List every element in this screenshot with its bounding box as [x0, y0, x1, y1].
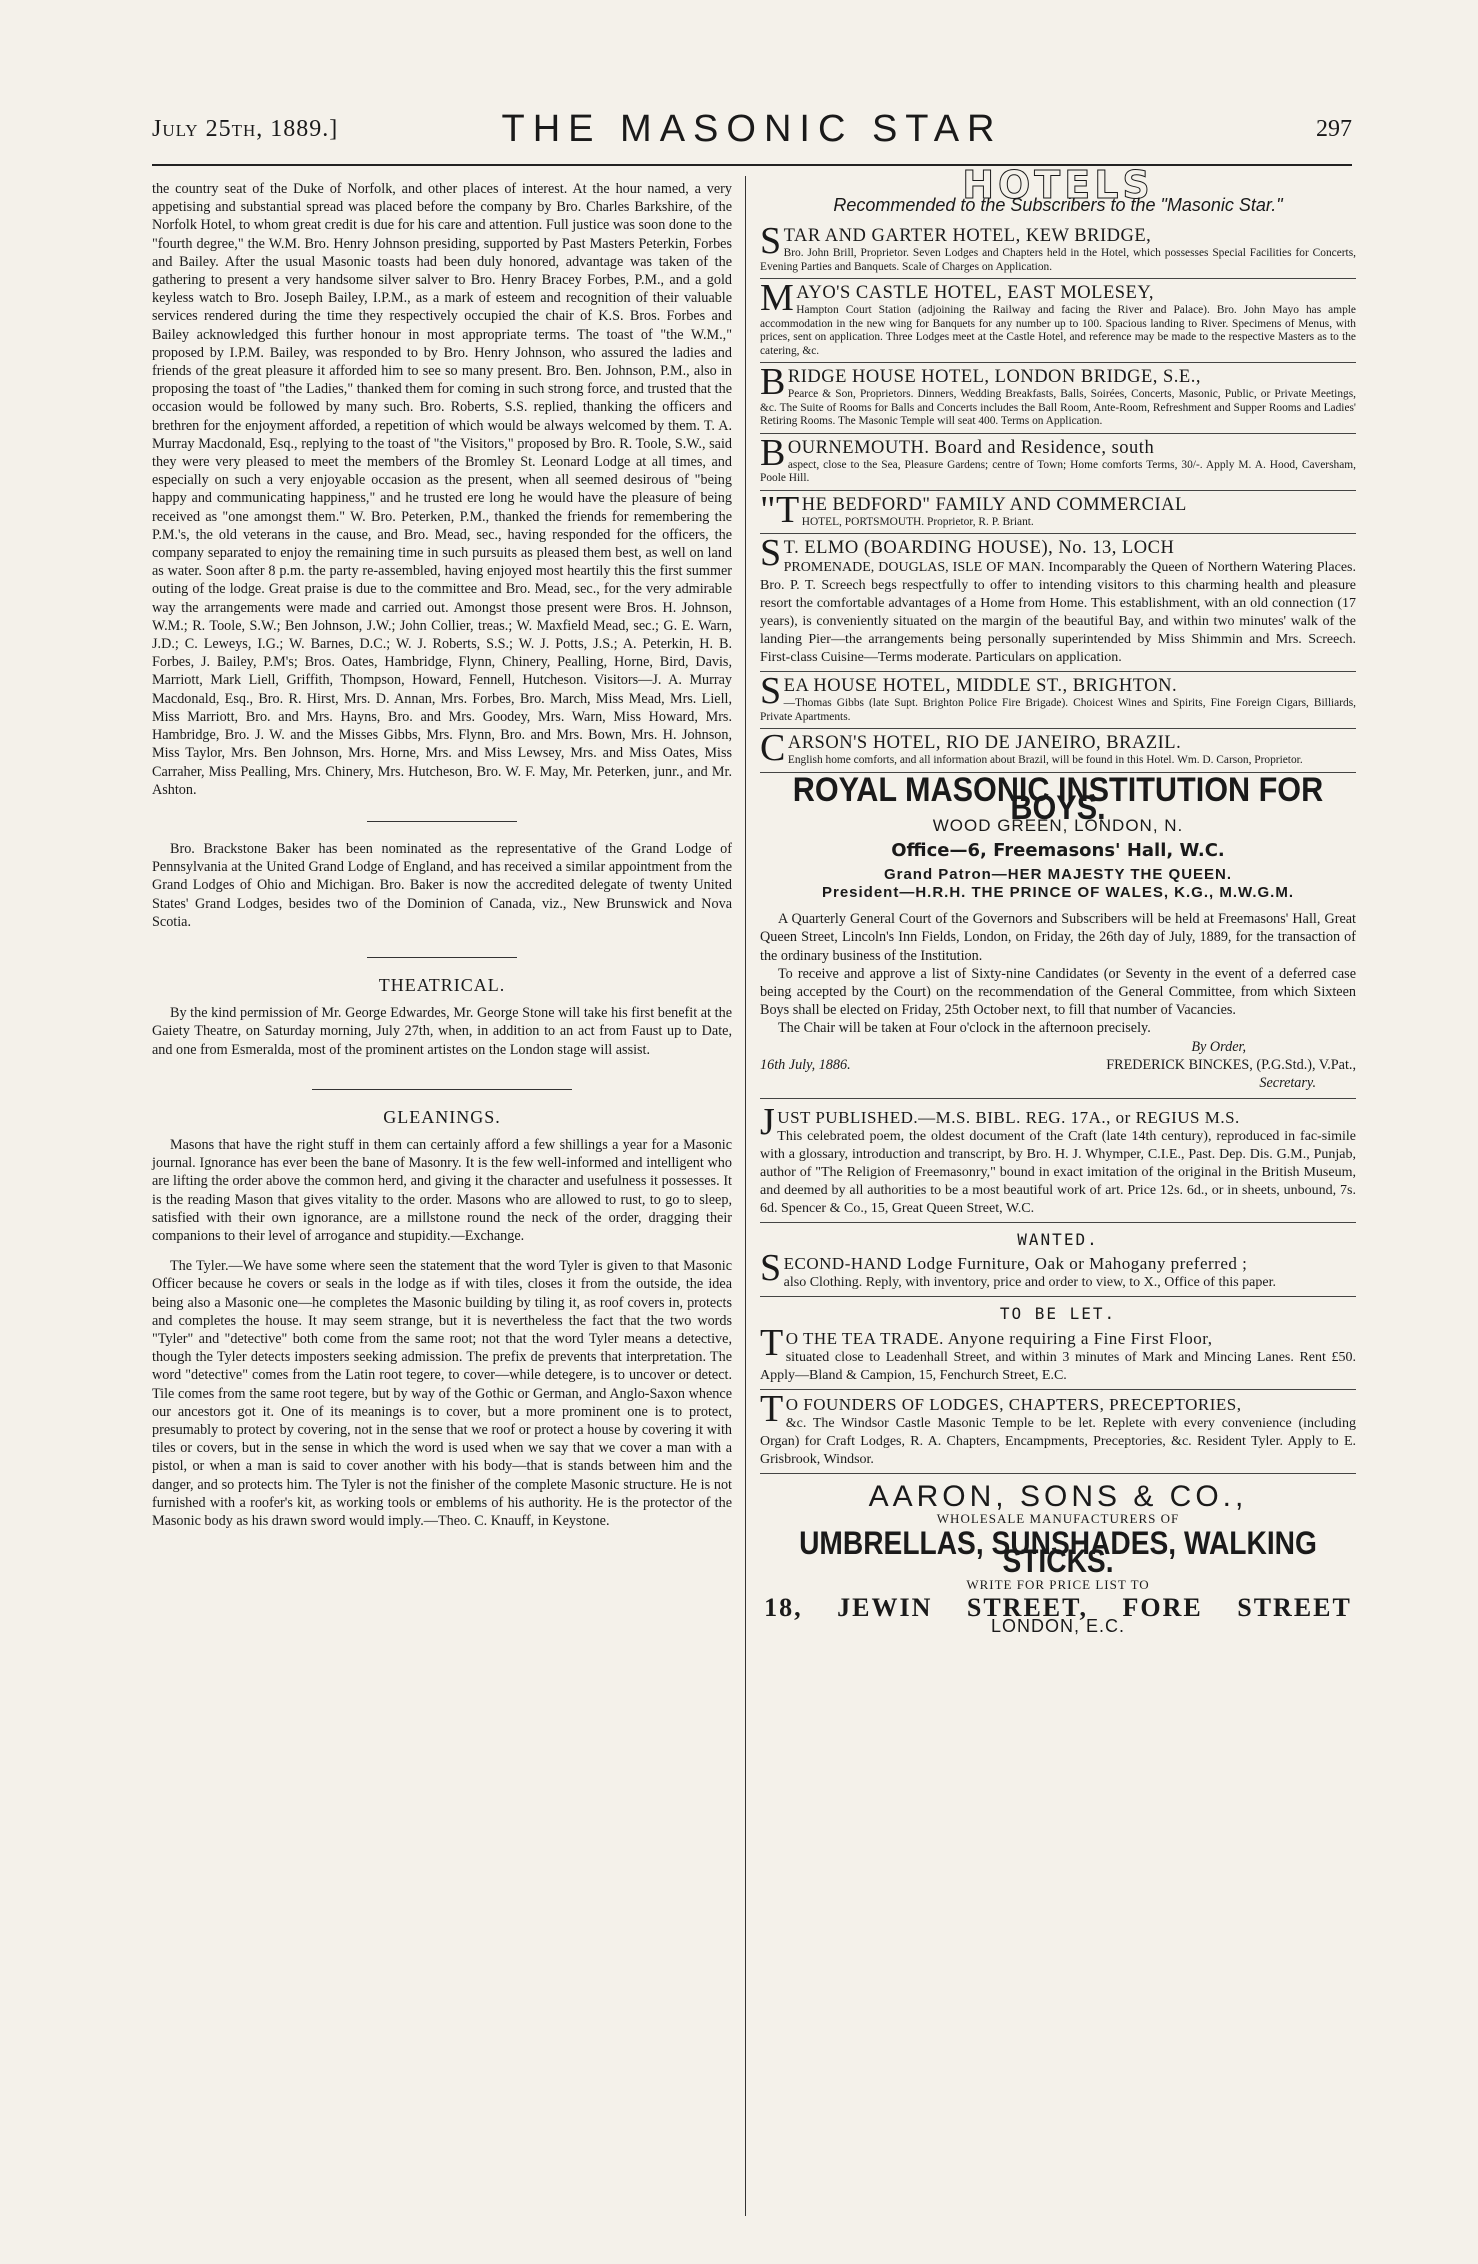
ad-title: CARSON'S HOTEL, RIO DE JANEIRO, BRAZIL.	[760, 727, 1182, 770]
hotel-ad-bridge-house	[760, 363, 1356, 434]
hotel-ad-st-elmo	[760, 534, 1356, 672]
ad-title: TO FOUNDERS OF LODGES, CHAPTERS, PRECEPTORIES,	[760, 1387, 1242, 1430]
ad-text: HOTEL, PORTSMOUTH. Proprietor, R. P. Briant.	[801, 515, 1034, 528]
ad-text: PROMENADE, DOUGLAS, ISLE OF MAN. Incomparably the Queen of Northern Watering Places. Bro. P. T. Screech begs respectfully to offer to intending visitors to this charming health and pleasure resort the comfortable advantages of a Home from Home. This establishment, with an old connection (17 years), is conveniently situated on the margin of the beautiful Bay, and within two minutes' walk of the landing Pier—the arrangements being personally superintended by Miss Shimmin and Mrs. Screech. First-class Cuisine—Terms moderate. Particulars on application.	[760, 560, 1356, 666]
hotel-ad-mayos-castle	[760, 279, 1356, 363]
ad-text: Pearce & Son, Proprietors. Dinners, Wedding Breakfasts, Balls, Soirées, Concerts, Masonic, Public, or Private Meetings, &c. The Suite of Rooms for Balls and Concerts includes the Ball Room, Ante-Room, Refreshment and Supper Rooms and Ladies' Retiring Rooms. The Masonic Temple will seat 400. Terms on Application.	[760, 388, 1356, 428]
ad-title: "THE BEDFORD" FAMILY AND COMMERCIAL	[760, 488, 1187, 531]
hotels-title: HOTELS	[962, 163, 1154, 207]
brackstone-baker-note: Bro. Brackstone Baker has been nominated as the representative of the Grand Lodge of Pennsylvania at the United Grand Lodge of England, and has received a similar appointment from the Grand Lodges of Ohio and Michigan. Bro. Baker is now the accredited delegate of twenty United States' Grand Lodges, besides two of the Dominion of Canada, viz., New Brunswick and Nova Scotia.	[152, 840, 732, 930]
gleanings-paragraph-2: The Tyler.—We have some where seen the statement that the word Tyler is given to that Masonic Officer because he covers or seals in the lodge as if with tiles, closes it from the outside, the idea being also a Masonic one—he completes the Masonic building by tiling it, as roof covers in, protects and completes the house. It may seem strange, but it is nevertheless the fact that the two words "Tyler" and "detective" both come from the same root; not that the word Tyler means a detective, though the Tyler detects imposters seeking admission. The prefix de prevents that interpretation. The word "detective" comes from the Latin root tegere, to cover—while detegere, is to uncover or detect. Tile comes from the same root tegere, but by way of the Gothic or German, and Anglo-Saxon whence our ancestors got it. One of its meanings is to cover, but a more prominent one is to protect, presumably to protect by covering, not in the sense that we roof or protect a house by covering it with tiles or covers, but in the sense in which the word is used when we say that we cover a man with a pistol, or when a man is said to cover another with his body—that is stands between him and the danger, and so protects him. The Tyler is not the finisher of the complete Masonic structure. He is not furnished with a roofer's kit, as working tools or emblems of his authority. He is the protector of the Masonic body as his drawn sword would imply.—Theo. C. Knauff, in Keystone.	[152, 1258, 732, 1529]
aaron-sons-name: AARON, SONS & CO.,	[868, 1479, 1248, 1513]
rmi-role: Secretary.	[760, 1074, 1356, 1099]
hotel-ad-carsons	[760, 729, 1356, 773]
issue-date: July 25th, 1889.]	[152, 116, 339, 142]
aaron-write: WRITE FOR PRICE LIST TO	[966, 1577, 1150, 1593]
rmi-patron: Grand Patron—HER MAJESTY THE QUEEN.	[883, 865, 1233, 883]
ad-text: situated close to Leadenhall Street, and within 3 minutes of Mark and Mincing Lanes. Rent £50. Apply—Bland & Campion, 15, Fenchurch Street, E.C.	[760, 1349, 1356, 1383]
ad-text: English home comforts, and all information about Brazil, will be found in this Hotel. Wm. D. Carson, Proprietor.	[787, 754, 1303, 767]
theatrical-text: By the kind permission of Mr. George Edwardes, Mr. George Stone will take his first benefit at the Gaiety Theatre, on Saturday morning, July 27th, when, in addition to an act from Faust up to Date, and one from Esmeralda, most of the prominent artistes on the London stage will assist.	[152, 1005, 732, 1058]
page-number: 297	[1316, 116, 1352, 142]
rmi-location: WOOD GREEN, LONDON, N.	[932, 816, 1184, 836]
ad-text: &c. The Windsor Castle Masonic Temple to be let. Replete with every convenience (including Organ) for Craft Lodges, R. A. Chapters, Encampments, Preceptories, &c. Resident Tyler. Apply to E. Grisbrook, Windsor.	[760, 1415, 1356, 1467]
to-let-heading: TO BE LET.	[999, 1304, 1117, 1324]
hotel-ad-sea-house	[760, 672, 1356, 729]
ad-text: aspect, close to the Sea, Pleasure Gardens; centre of Town; Home comforts Terms, 30/-. Apply M. A. Hood, Caversham, Poole Hill.	[760, 458, 1356, 485]
ad-text: This celebrated poem, the oldest document of the Craft (late 14th century), reproduced in fac-simile with a glossary, introduction and transcript, by Bro. H. J. Whymper, C.I.E., Past. Dep. Dis. G.M., Punjab, author of "The Religion of Freemasonry," bound in exact imitation of the original in the British Museum, and deemed by all authorities to be a most beautiful work of art. Price 12s. 6d., or in sheets, unbound, 7s. 6d. Spencer & Co., 15, Great Queen Street, W.C.	[760, 1129, 1356, 1217]
lodge-outing-report: the country seat of the Duke of Norfolk, and other places of interest. At the hour named, a very appetising and substantial spread was placed before the company by Bro. Charles Barkshire, of the Norfolk Hotel, to whom great credit is due for his care and attention. Full justice was soon done to the "fourth degree," the W.M. Bro. Henry Johnson presiding, supported by Past Masters Peterkin, Forbes and Bailey. After the usual Masonic toasts had been duly honored, advantage was taken of the gathering to present a very handsome silver salver to Bro. Henry Bracey Forbes, P.M., and a gold keyless watch to Bro. Joseph Bailey, I.P.M., as a mark of esteem and recognition of their valuable services rendered during the time they respectively occupied the chair of K.S. Bros. Forbes and Bailey acknowledged this further honour in most appropriate terms. The toast of "the W.M.," proposed by I.P.M. Bailey, was responded to by Bro. Henry Johnson, who assured the ladies and friends of the great pleasure it afforded him to see so many present. Bro. Ben. Johnson, P.M., also in proposing the toast of "the Ladies," thanked them for coming in such strong force, and trusted that the occasion would be followed by many such. Bro. Roberts, S.S. replied, thanking the officers and brethren for the enjoyment afforded, a repetition of which would be always welcomed by them. T. A. Murray Macdonald, Esq., replying to the toast of "the Visitors," proposed by Bro. R. Toole, S.W., said they were very pleased to meet the members of the Bromley St. Leonard Lodge at all times, and especially on such a very enjoyable occasion as the present, when all seemed desirous of "being happy and communicating happiness," and he trusted ere long he would have the pleasure of being received as "one amongst them." W. Bro. Peterken, P.M., thanked the friends for remembering the P.M.'s, the old veterans in the cause, and Bro. Mead, sec., having responded for the officers, the company separated to enjoy the remaining time in such pursuits as pleased them best, as well on land as water. Soon after 8 p.m. the party re-assembled, having enjoyed most heartily this the first summer outing of the lodge. Great praise is due to the committee and Bro. Mead, sec., for the very admirable way the arrangements were made and carried out. Amongst those present were Bros. H. Johnson, W.M.; R. Toole, S.W.; Ben Johnson, J.W.; John Collier, treas.; W. Maxfield Mead, sec.; G. E. Warn, J.D.; C. Leweys, I.G.; W. Barnes, D.C.; W. J. Roberts, S.S.; W. J. Potts, J.S.; A. Peterkin, H. B. Forbes, J. Bailey, P.M's; Bros. Oates, Hambridge, Flynn, Chinery, Pealling, Horne, Bird, Davis, Marriott, Mark Liell, Griffith, Thompson, Howard, Fennell, Hutcheson. Visitors—J. A. Murray Macdonald, Esq., Bro. R. Hirst, Mrs. D. Annan, Mrs. Forbes, Bro. March, Miss Mead, Mrs. Liell, Miss Marriott, Bro. and Mrs. Hayns, Bro. and Mrs. Goodey, Mrs. Warn, Miss Howard, Mrs. Hambridge, Bro. J. W. and the Misses Gibbs, Mrs. Flynn, Bro. and Mrs. Bown, Mrs. H. Johnson, Miss Taylor, Mrs. Ben Johnson, Mrs. Horne, Mrs. and Miss Lewsey, Mrs. and Miss Oates, Miss Carraher, Miss Pealling, Mrs. Chinery, Mrs. Hutcheson, Bro. W. F. May, Mr. Peterken, junr., and Mr. Ashton.	[152, 181, 732, 798]
rmi-signatory: FREDERICK BINCKES, (P.G.Std.), V.Pat.,	[1106, 1056, 1356, 1073]
aaron-trade: WHOLESALE MANUFACTURERS OF	[936, 1510, 1180, 1526]
column-divider	[745, 176, 746, 2216]
just-published-ad	[760, 1103, 1356, 1223]
hotel-ad-bedford	[760, 488, 1356, 535]
hotel-ad-star-and-garter	[760, 222, 1356, 279]
rmi-signature	[760, 1056, 1356, 1074]
ad-text: also Clothing. Reply, with inventory, price and order to view, to X., Office of this paper.	[783, 1275, 1276, 1291]
ad-title: BOURNEMOUTH. Board and Residence, south	[760, 431, 1155, 474]
ad-title: SEA HOUSE HOTEL, MIDDLE ST., BRIGHTON.	[760, 670, 1178, 713]
ad-title: STAR AND GARTER HOTEL, KEW BRIDGE,	[760, 220, 1152, 263]
ad-title: TO THE TEA TRADE. Anyone requiring a Fine First Floor,	[760, 1321, 1213, 1364]
rmi-president: President—H.R.H. THE PRINCE OF WALES, K.G., M.W.G.M.	[821, 883, 1295, 901]
aaron-products: UMBRELLAS, SUNSHADES, WALKING STICKS.	[799, 1524, 1317, 1580]
aaron-city: LONDON, E.C.	[990, 1615, 1126, 1636]
ad-title: JUST PUBLISHED.—M.S. BIBL. REG. 17A., or REGIUS M.S.	[760, 1101, 1240, 1144]
hotel-ad-bournemouth	[760, 431, 1356, 491]
section-divider	[367, 957, 517, 958]
wanted-heading: WANTED.	[1017, 1230, 1099, 1250]
ad-text: Hampton Court Station (adjoining the Railway and facing the River and Palace). Bro. John Mayo has ample accommodation in the new wing for Banquets for any number up to 100. Spacious landing to River. Specimens of Menus, with prices, sent on application. Three Lodges meet at the Castle Hotel, and reference may be made to the respective Masters as to the catering, &c.	[760, 304, 1356, 357]
ad-text: Bro. John Brill, Proprietor. Seven Lodges and Chapters held in the Hotel, which possesses Special Facilities for Concerts, Evening Parties and Banquets. Scale of Charges on Application.	[760, 247, 1356, 273]
left-column	[152, 180, 732, 1530]
rmi-title: ROYAL MASONIC INSTITUTION FOR BOYS.	[792, 770, 1324, 828]
rmi-notice	[760, 910, 1356, 1099]
right-column	[760, 163, 1356, 1636]
rmi-by-order: By Order,	[1191, 1038, 1246, 1055]
wanted-ad	[760, 1249, 1356, 1297]
ad-text: —Thomas Gibbs (late Supt. Brighton Police Fire Brigade). Choicest Wines and Spirits, Fine Foreign Cigars, Billiards, Private Apartments.	[760, 697, 1356, 723]
masthead-title: THE MASONIC STAR	[501, 108, 1003, 150]
ad-title: MAYO'S CASTLE HOTEL, EAST MOLESEY,	[760, 277, 1154, 320]
ad-title: ST. ELMO (BOARDING HOUSE), No. 13, LOCH	[760, 532, 1175, 575]
gleanings-heading: GLEANINGS.	[383, 1106, 501, 1127]
rmi-paragraph-1: A Quarterly General Court of the Governors and Subscribers will be held at Freemasons' Hall, Great Queen Street, Lincoln's Inn Fields, London, on Friday, the 26th day of July, 1889, for the transaction of the ordinary business of the Institution.	[760, 911, 1356, 964]
hotels-subtitle: Recommended to the Subscribers to the "Masonic Star."	[833, 195, 1283, 216]
page-header	[152, 108, 1352, 166]
rmi-office: Office—6, Freemasons' Hall, W.C.	[891, 839, 1225, 861]
aaron-address: 18, JEWIN STREET, FORE STREET	[764, 1592, 1352, 1622]
section-divider	[312, 1089, 572, 1090]
founders-ad	[760, 1387, 1356, 1474]
ad-title: BRIDGE HOUSE HOTEL, LONDON BRIDGE, S.E.,	[760, 361, 1201, 404]
theatrical-heading: THEATRICAL.	[378, 974, 506, 995]
to-let-ad	[760, 1321, 1356, 1390]
rmi-date: 16th July, 1886.	[760, 1056, 851, 1073]
section-divider	[367, 821, 517, 822]
rmi-paragraph-3: The Chair will be taken at Four o'clock in the afternoon precisely.	[778, 1020, 1151, 1037]
rmi-paragraph-2: To receive and approve a list of Sixty-nine Candidates (or Seventy in the event of a deferred case being accepted by the Court) on the recommendation of the General Committee, from which Sixteen Boys shall be elected on Friday, 25th October next, to fill that number of Vacancies.	[760, 965, 1356, 1019]
gleanings-paragraph-1: Masons that have the right stuff in them can certainly afford a few shillings a year for a Masonic journal. Ignorance has ever been the bane of Masonry. It is the few well-informed and intelligent who are lifting the order above the common herd, and giving it the character and usefulness it possesses. It is the reading Mason that gives vitality to the order. Masons who are allowed to rust, to go to sleep, satisfied with their own ignorance, are a millstone round the neck of the order, dragging their companions to their level of arrogance and stupidity.—Exchange.	[152, 1136, 732, 1244]
ad-title: SECOND-HAND Lodge Furniture, Oak or Mahogany preferred ;	[760, 1247, 1248, 1290]
